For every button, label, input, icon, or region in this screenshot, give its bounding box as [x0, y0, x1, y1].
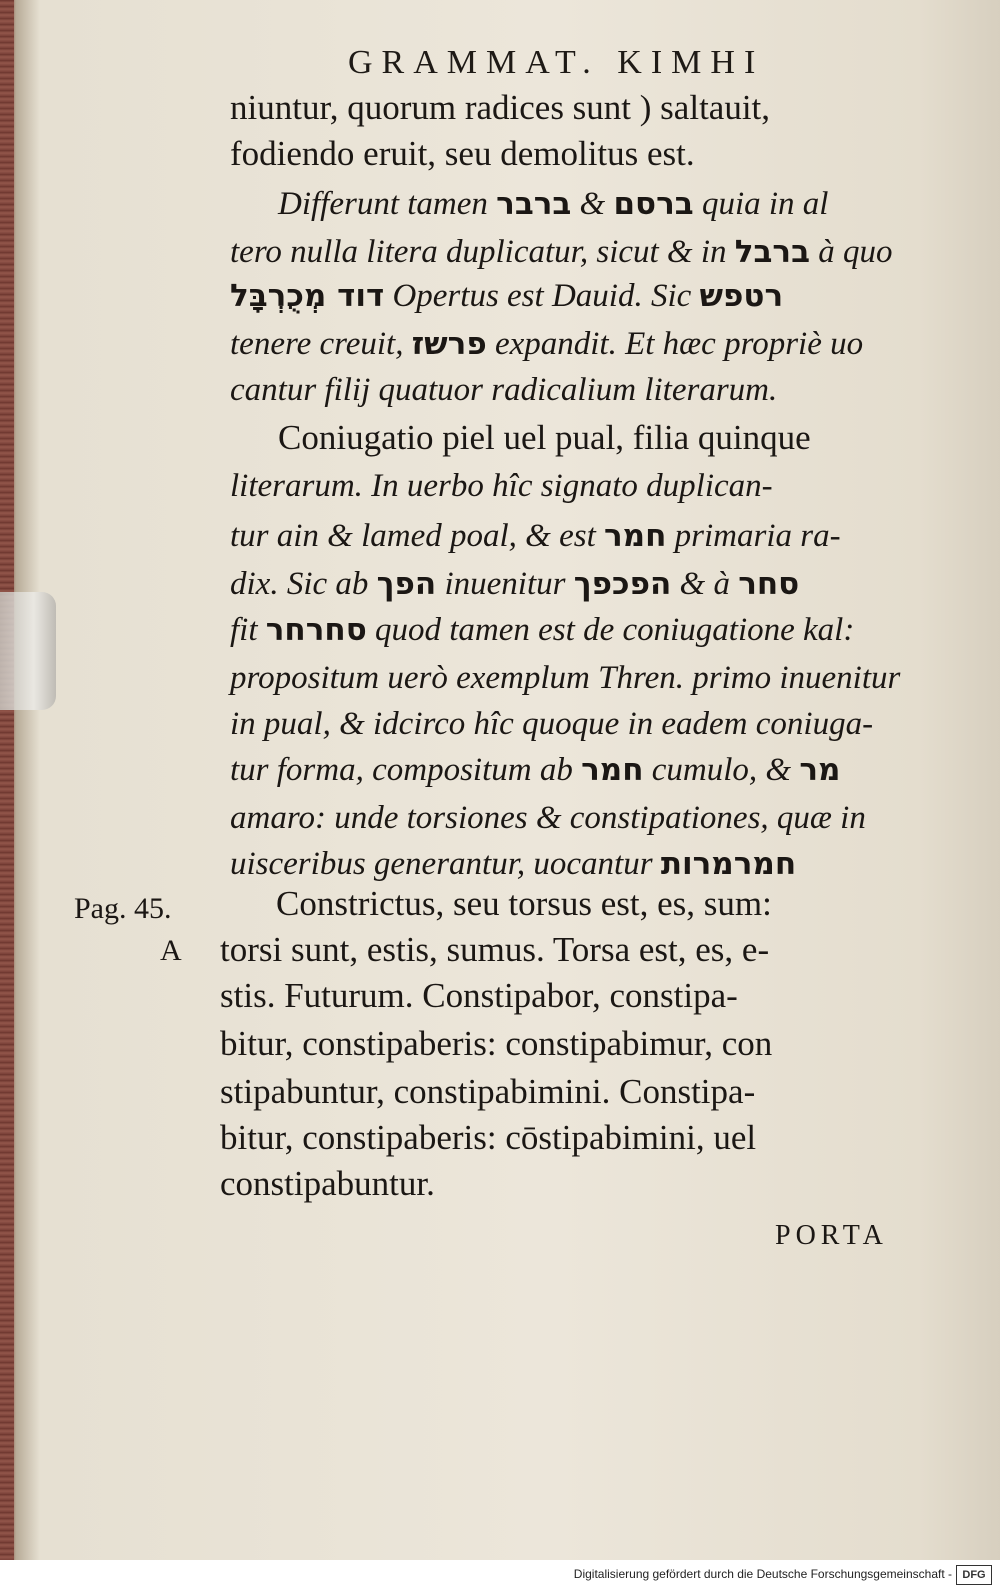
text-line — [230, 518, 841, 555]
text-line — [220, 1024, 772, 1064]
latin-text: bitur, constipaberis: constipabimur, con — [220, 1024, 773, 1063]
text-line — [230, 752, 840, 789]
latin-text: fodiendo eruit, seu demolitus est. — [230, 134, 695, 173]
latin-text: amaro: unde torsiones & constipationes, quæ in — [230, 800, 866, 836]
latin-text: tur ain & lamed poal, & est — [230, 518, 604, 554]
latin-text: literarum. — [230, 468, 372, 504]
book-edge — [0, 0, 14, 1560]
text-line — [230, 612, 854, 649]
text-line — [230, 88, 770, 128]
text-line — [230, 566, 799, 603]
hebrew-word: ברבר — [496, 186, 572, 222]
latin-text: stipabuntur, constipabimini. Constipa- — [220, 1072, 756, 1111]
text-line — [230, 846, 796, 883]
funding-note: Digitalisierung gefördert durch die Deutsche Forschungsgemeinschaft - — [573, 1567, 952, 1581]
text-line — [220, 1164, 435, 1204]
hebrew-word: חמרמרות — [660, 846, 797, 882]
text-line — [220, 1118, 756, 1158]
latin-text: tero nulla litera duplicatur, sicut & in — [230, 234, 735, 270]
text-line — [278, 418, 811, 458]
text-line — [230, 234, 893, 271]
latin-text: tenere creuit, — [230, 326, 412, 362]
catchword: PORTA — [775, 1220, 888, 1251]
latin-text: stis. Futurum. Constipabor, constipa- — [220, 976, 738, 1015]
latin-text: fit — [230, 612, 266, 648]
text-line — [276, 884, 772, 924]
latin-text: propositum uerò exemplum Thren. primo inuenitur — [230, 660, 901, 696]
text-line — [230, 278, 783, 315]
footer-bar — [0, 1562, 1000, 1590]
text-line — [220, 1072, 755, 1112]
latin-text: in pual, & idcirco hîc quoque in eadem coniuga- — [230, 706, 874, 742]
latin-text: expandit. Et hæc propriè uo — [486, 326, 864, 362]
text-line — [220, 930, 769, 970]
latin-text: cumulo, & — [643, 752, 800, 788]
latin-text: & à — [671, 566, 739, 602]
margin-note: Pag. 45. — [74, 892, 172, 925]
latin-text: quia in al — [693, 186, 829, 222]
latin-text: Opertus est Dauid. Sic — [384, 278, 700, 314]
latin-text: uisceribus generantur, uocantur — [230, 846, 661, 882]
hebrew-word: הפכפך — [573, 566, 672, 602]
text-line — [230, 660, 900, 697]
latin-text: Differunt tamen — [278, 186, 497, 222]
latin-text: primaria ra- — [666, 518, 841, 554]
hebrew-word: חמר — [604, 518, 667, 554]
dfg-logo: DFG — [956, 1565, 992, 1585]
latin-text: constipabuntur. — [220, 1164, 435, 1203]
hebrew-word: מר — [799, 752, 841, 788]
hebrew-word: דוד מְכֻרְבָּל — [230, 278, 385, 314]
text-line — [278, 186, 828, 223]
hebrew-word: הפך — [376, 566, 437, 602]
latin-text: In uerbo hîc signato duplican- — [371, 468, 773, 504]
latin-text: à quo — [810, 234, 893, 270]
hebrew-word: פרשז — [411, 326, 487, 362]
hebrew-word: רטפש — [699, 278, 784, 314]
hebrew-word: חמר — [581, 752, 644, 788]
text-line — [230, 326, 863, 363]
latin-text: tur forma, compositum ab — [230, 752, 582, 788]
latin-text: inuenitur — [436, 566, 574, 602]
running-header: GRAMMAT. KIMHI — [348, 44, 765, 81]
hebrew-word: ברבל — [734, 234, 810, 270]
latin-text: niuntur, quorum radices sunt ) saltauit, — [230, 88, 771, 127]
hebrew-word: סחר — [738, 566, 800, 602]
latin-text: torsi sunt, estis, sumus. Torsa est, es, e- — [220, 930, 770, 969]
latin-text: Constrictus, seu torsus est, es, sum: — [276, 884, 772, 923]
latin-text: bitur, constipaberis: cōstipabimini, uel — [220, 1118, 757, 1157]
margin-letter: A — [160, 934, 182, 967]
latin-text: quod tamen est de coniugatione kal: — [366, 612, 855, 648]
text-line — [230, 372, 777, 409]
hebrew-word: ברסם — [613, 186, 694, 222]
latin-text: dix. Sic ab — [230, 566, 377, 602]
text-page — [30, 0, 990, 1560]
text-line — [230, 134, 695, 174]
latin-text: Coniugatio piel uel pual, filia quinque — [278, 418, 811, 457]
latin-text: cantur filij quatuor radicalium literarum. — [230, 372, 778, 408]
latin-text: & — [571, 186, 614, 222]
text-line — [230, 706, 873, 743]
text-line — [230, 800, 866, 837]
hebrew-word: סחרחר — [265, 612, 367, 648]
text-line — [230, 468, 773, 505]
text-line — [220, 976, 738, 1016]
